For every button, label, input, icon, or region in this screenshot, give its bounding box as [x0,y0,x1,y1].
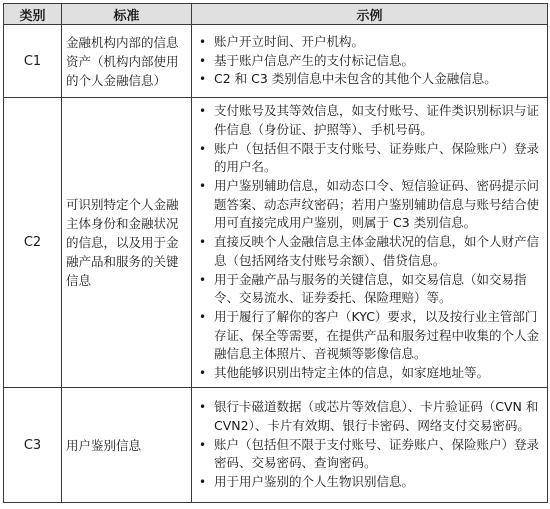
header-category: 类别 [4,4,62,25]
list-item: • 用于履行了解你的客户（KYC）要求，以及按行业主管部门存证、保全等需要，在提供产品和服务过程中收集的个人金融信息主体照片、音视频等影像信息。 [192,308,544,364]
list-item: • 支付账号及其等效信息，如支付账号、证件类识别标识与证件信息（身份证、护照等）、手机号码。 [192,102,544,139]
list-item: • 账户（包括但不限于支付账号、证券账户、保险账户）登录的用户名。 [192,140,544,177]
list-item: • 用户鉴别辅助信息，如动态口令、短信验证码、密码提示问题答案、动态声纹密码；若用户鉴别辅助信息与账号结合使用可直接完成用户鉴别，则属于 C3 类别信息。 [192,177,544,233]
examples-list [192,33,544,89]
examples-cell [192,98,548,388]
list-item: • C2 和 C3 类别信息中未包含的其他个人金融信息。 [192,70,544,89]
category-cell: C2 [4,98,62,388]
table-row-c2 [4,98,548,388]
standard-cell: 可识别特定个人金融主体身份和金融状况的信息，以及用于金融产品和服务的关键信息 [62,98,192,388]
list-item: • 基于账户信息产生的支付标记信息。 [192,52,544,71]
header-row [4,4,548,25]
list-item: • 银行卡磁道数据（或芯片等效信息）、卡片验证码（CVN 和 CVN2）、卡片有效期、银行卡密码、网络支付交易密码。 [192,398,544,435]
list-item: • 用于金融产品与服务的关键信息，如交易信息（如交易指令、交易流水、证券委托、保险理赔）等。 [192,271,544,308]
list-item: • 直接反映个人金融信息主体金融状况的信息，如个人财产信息（包括网络支付账号余额）、借贷信息。 [192,233,544,270]
examples-list [192,102,544,383]
list-item: • 账户开立时间、开户机构。 [192,33,544,52]
classification-table [3,3,548,503]
examples-cell [192,388,548,503]
examples-list [192,398,544,492]
header-examples: 示例 [192,4,548,25]
list-item: • 账户（包括但不限于支付账号、证券账户、保险账户）登录密码、交易密码、查询密码。 [192,436,544,473]
list-item: • 其他能够识别出特定主体的信息，如家庭地址等。 [192,364,544,383]
header-standard: 标准 [62,4,192,25]
list-item: • 用于用户鉴别的个人生物识别信息。 [192,473,544,492]
table-row-c1 [4,25,548,98]
standard-cell: 用户鉴别信息 [62,388,192,503]
category-cell: C1 [4,25,62,98]
standard-cell: 金融机构内部的信息资产（机构内部使用的个人金融信息） [62,25,192,98]
category-cell: C3 [4,388,62,503]
table-row-c3 [4,388,548,503]
examples-cell [192,25,548,98]
